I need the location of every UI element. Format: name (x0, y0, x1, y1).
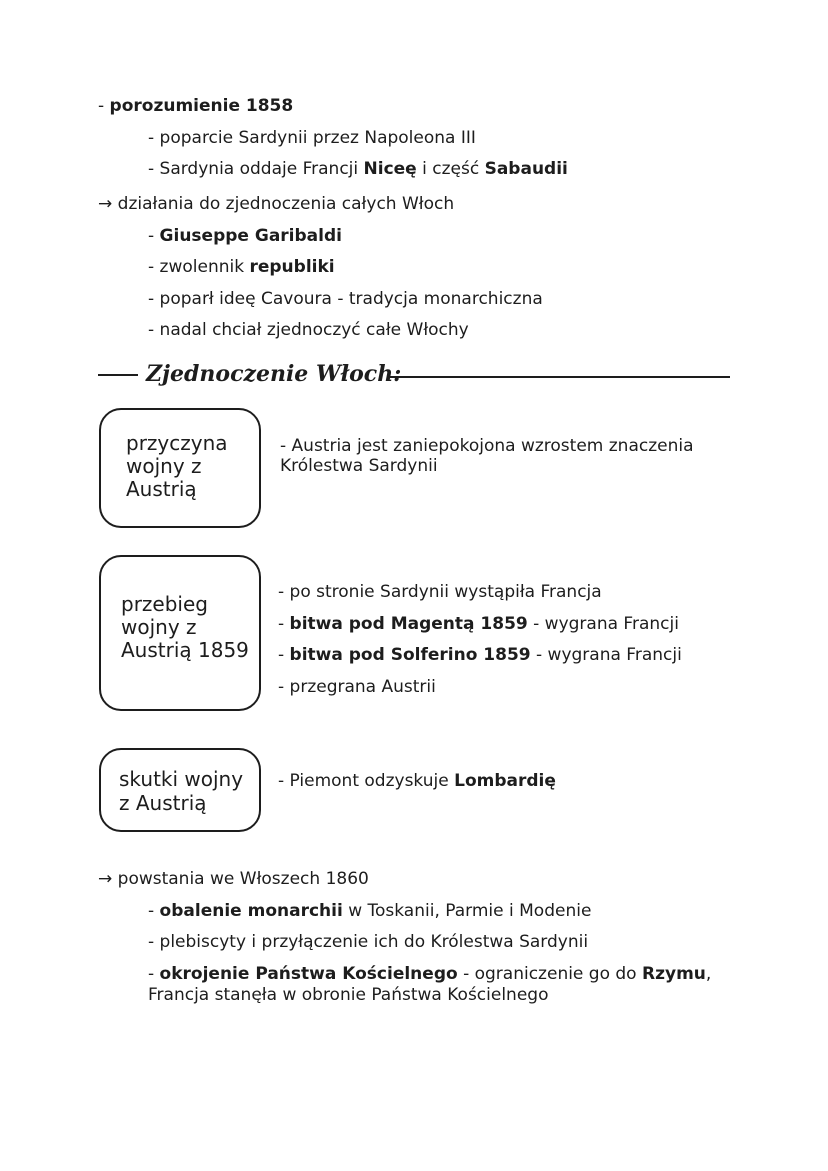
bold-text: bitwa pod Solferino 1859 (289, 645, 531, 665)
item-text: Królestwa Sardynii (280, 456, 438, 476)
box-label-line: z Austrią (119, 791, 207, 815)
list-item (280, 456, 438, 476)
list-item (278, 677, 436, 697)
item-text: - poparł ideę Cavoura - tradycja monarchiczna (148, 289, 543, 309)
bold-title: porozumienie 1858 (109, 96, 294, 116)
box-label-line: Austrią (126, 477, 197, 501)
box-label-line: Austrią 1859 (121, 638, 249, 662)
item-text: Francja stanęła w obronie Państwa Kościelnego (148, 985, 549, 1005)
list-item (148, 932, 588, 952)
item-text: - ograniczenie go do (457, 964, 642, 984)
bold-text: Giuseppe Garibaldi (159, 226, 342, 246)
bold-text: okrojenie Państwa Kościelnego (159, 964, 458, 984)
item-text: - po stronie Sardynii wystąpiła Francja (278, 582, 602, 602)
list-item (148, 964, 711, 984)
list-item (278, 771, 556, 791)
item-text: - (278, 614, 290, 634)
box-label-line: przyczyna (126, 431, 228, 455)
list-item (148, 320, 469, 340)
list-item (278, 614, 679, 634)
item-text: , (705, 964, 712, 984)
item-text: - (148, 964, 160, 984)
box-label-line: skutki wojny (119, 767, 244, 791)
dash: - (98, 96, 110, 116)
arrow-line (98, 869, 369, 889)
heading-rule-left (98, 374, 138, 376)
section-title-porozumienie (98, 96, 293, 116)
item-text: - nadal chciał zjednoczyć całe Włochy (148, 320, 469, 340)
list-item (148, 159, 568, 179)
bold-text: Rzymu (642, 964, 706, 984)
item-text: - zwolennik (148, 257, 250, 277)
item-text: - wygrana Francji (527, 614, 679, 634)
list-item (148, 901, 591, 921)
item-text: - wygrana Francji (530, 645, 682, 665)
item-text: → działania do zjednoczenia całych Włoch (98, 194, 455, 214)
list-item (148, 985, 548, 1005)
list-item (148, 257, 335, 277)
bold-text: republiki (249, 257, 335, 277)
list-item (148, 226, 342, 246)
bold-text: obalenie monarchii (159, 901, 343, 921)
item-text: i część (416, 159, 485, 179)
item-text: w Toskanii, Parmie i Modenie (342, 901, 592, 921)
item-text: - Austria jest zaniepokojona wzrostem znaczenia (280, 436, 694, 456)
list-item (278, 582, 602, 602)
heading-rule-right (390, 376, 730, 378)
arrow-line (98, 194, 454, 214)
list-item (280, 436, 694, 456)
list-item (278, 645, 682, 665)
item-text: - Sardynia oddaje Francji (148, 159, 364, 179)
bold-text: Niceę (363, 159, 417, 179)
item-text: - poparcie Sardynii przez Napoleona III (148, 128, 476, 148)
item-text: - przegrana Austrii (278, 677, 436, 697)
box-label-line: wojny z (121, 615, 197, 639)
item-text: - (148, 226, 160, 246)
box-label-line: przebieg (121, 592, 208, 616)
list-item (148, 289, 543, 309)
item-text: - Piemont odzyskuje (278, 771, 455, 791)
box-label-line: wojny z (126, 454, 202, 478)
bold-text: Lombardię (454, 771, 556, 791)
item-text: - plebiscyty i przyłączenie ich do Królestwa Sardynii (148, 932, 589, 952)
item-text: - (148, 901, 160, 921)
bold-text: bitwa pod Magentą 1859 (289, 614, 528, 634)
list-item (148, 128, 476, 148)
bold-text: Sabaudii (484, 159, 568, 179)
item-text: - (278, 645, 290, 665)
section-heading: Zjednoczenie Włoch: (146, 361, 402, 387)
item-text: → powstania we Włoszech 1860 (98, 869, 369, 889)
